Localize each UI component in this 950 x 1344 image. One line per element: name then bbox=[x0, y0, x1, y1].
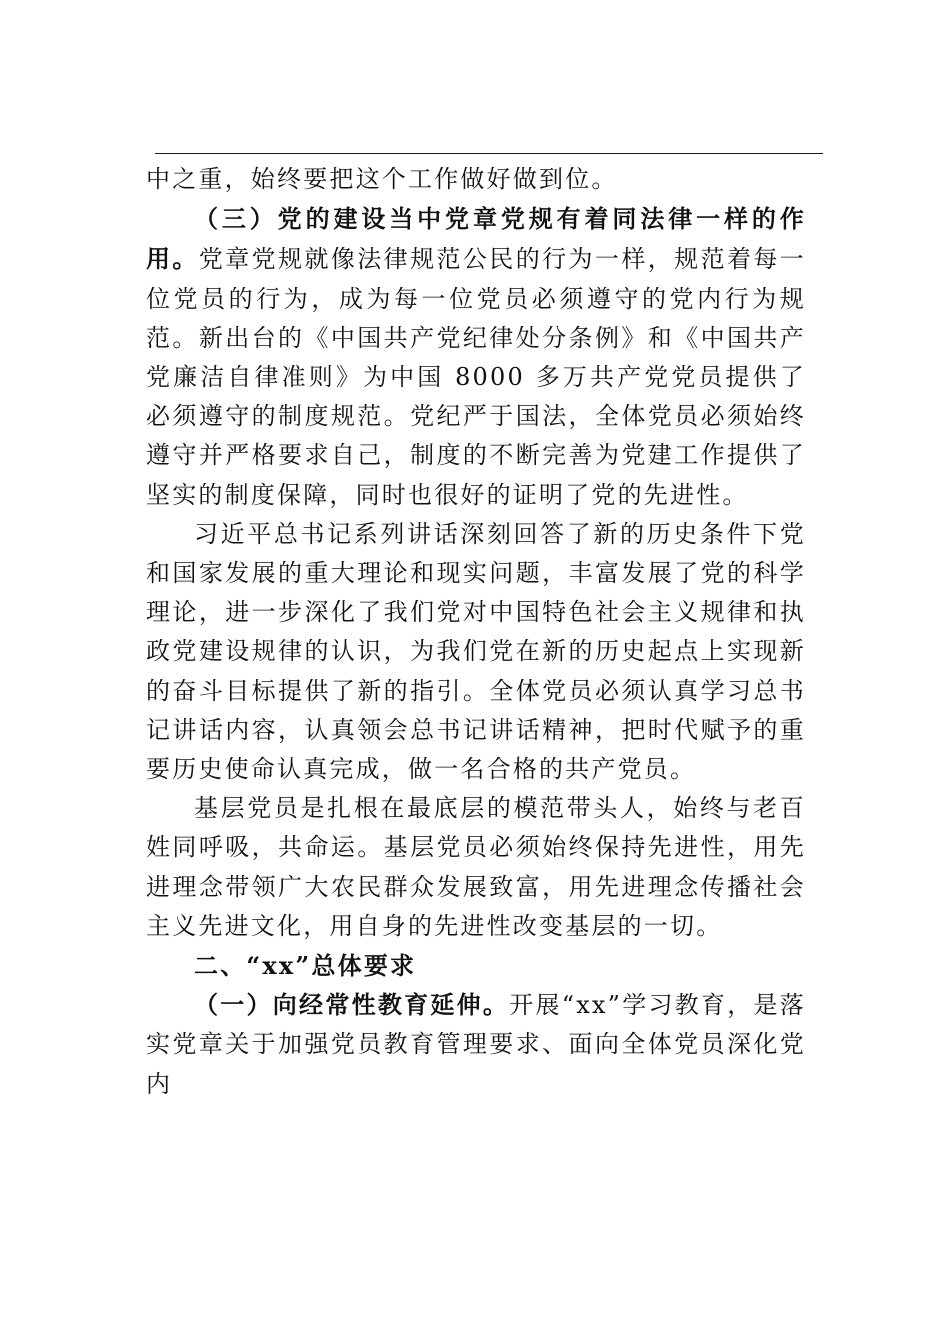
paragraph-party-rules bbox=[146, 199, 806, 515]
paragraph-continuation bbox=[146, 160, 806, 199]
document-body bbox=[146, 160, 806, 1104]
paragraph-text: 习近平总书记系列讲话深刻回答了新的历史条件下党和国家发展的重大理论和现实问题，丰富发展了党的科学理论，进一步深化了我们党对中国特色社会主义规律和执政党建设规律的认识，为我们党在新的历史起点上实现新的奋斗目标提供了新的指引。全体党员必须认真学习总书记讲话内容，认真领会总书记讲话精神，把时代赋予的重要历史使命认真完成，做一名合格的共产党员。 bbox=[146, 519, 806, 784]
paragraph-text: 党章党规就像法律规范公民的行为一样，规范着每一位党员的行为，成为每一位党员必须遵守的党内行为规范。新出台的《中国共产党纪律处分条例》和《中国共产党廉洁自律准则》为中国 8000 多万共产党党员提供了必须遵守的制度规范。党纪严于国法，全体党员必须始终遵守并严格要求自己，制度的不断完善为党建工作提供了坚实的制度保障，同时也很好的证明了党的先进性。 bbox=[146, 245, 806, 509]
paragraph-grassroots-members bbox=[146, 789, 806, 946]
paragraph-bold-lead: （一）向经常性教育延伸。 bbox=[194, 990, 510, 1020]
paragraph-xi-speech bbox=[146, 515, 806, 789]
paragraph-text: 中之重，始终要把这个工作做好做到位。 bbox=[146, 165, 618, 193]
paragraph-bold-lead: （三）党的建设当中党章党规有着同法律一样的作用。 bbox=[146, 204, 806, 274]
paragraph-regular-education bbox=[146, 985, 806, 1104]
paragraph-text: 开展“xx”学习教育，是落实党章关于加强党员教育管理要求、面向全体党员深化党内 bbox=[146, 991, 806, 1098]
header-divider bbox=[155, 153, 823, 154]
section-heading bbox=[146, 946, 806, 985]
heading-text: 二、“xx”总体要求 bbox=[194, 951, 417, 981]
paragraph-text: 基层党员是扎根在最底层的模范带头人，始终与老百姓同呼吸，共命运。基层党员必须始终保持先进性，用先进理念带领广大农民群众发展致富，用先进理念传播社会主义先进文化，用自身的先进性改变基层的一切。 bbox=[146, 794, 806, 940]
